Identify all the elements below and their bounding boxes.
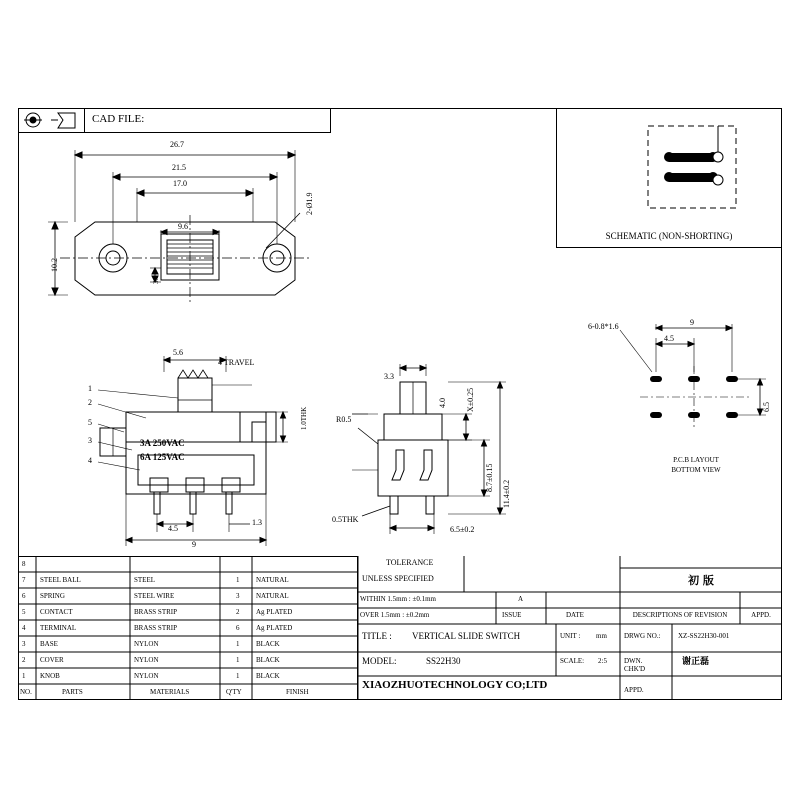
dim-8-7: 8.7±0.15 (485, 463, 494, 492)
parts-row-no: 6 (22, 592, 26, 600)
parts-header-parts: PARTS (62, 688, 83, 696)
dim-11-4: 11.4±0.2 (502, 479, 511, 508)
pcb-dim-6-5: 6.5 (762, 402, 771, 412)
dim-26-7: 26.7 (170, 140, 184, 149)
parts-row-finish: BLACK (256, 672, 280, 680)
dim-10-2: 10.2 (50, 258, 59, 272)
parts-row-finish: Ag PLATED (256, 624, 293, 632)
balloon-3: 3 (88, 436, 92, 445)
balloon-4: 4 (88, 456, 92, 465)
dim-r0-5: R0.5 (336, 415, 352, 424)
parts-row-qty: 6 (236, 624, 240, 632)
parts-header-finish: FINISH (286, 688, 309, 696)
parts-row-no: 4 (22, 624, 26, 632)
scale-value: 2:5 (598, 657, 607, 665)
dim-1-3: 1.3 (252, 518, 262, 527)
tol-line1: WITHIN 1.5mm : ±0.1mm (360, 595, 436, 603)
parts-row-no: 8 (22, 560, 26, 568)
company-name: XIAOZHUOTECHNOLOGY CO;LTD (362, 679, 548, 691)
scale-label: SCALE: (560, 657, 585, 665)
pcb-dim-9: 9 (690, 318, 694, 327)
pcb-caption-line2: BOTTOM VIEW (671, 466, 721, 474)
parts-row-parts: BASE (40, 640, 58, 648)
balloon-2: 2 (88, 398, 92, 407)
parts-row-parts: KNOB (40, 672, 60, 680)
parts-header-materials: MATERIALS (150, 688, 190, 696)
dim-3-3: 3.3 (384, 372, 394, 381)
parts-row-parts: STEEL BALL (40, 576, 81, 584)
dim-x-0-25: X±0.25 (466, 387, 475, 412)
balloon-1: 1 (88, 384, 92, 393)
unit-value: mm (596, 632, 607, 640)
parts-row-qty: 1 (236, 656, 240, 664)
dim-17-0: 17.0 (173, 179, 187, 188)
dim-0-5thk: 0.5THK (332, 515, 359, 524)
title-value: VERTICAL SLIDE SWITCH (412, 631, 521, 641)
dim-1-0thk: 1.0THK (300, 406, 308, 430)
parts-row-parts: TERMINAL (40, 624, 77, 632)
hole-note-top: 2-Ø1.9 (305, 192, 314, 215)
rev-desc-header: DESCRIPTIONS OF REVISION (632, 611, 728, 619)
rating-3a: 3A 250VAC (140, 438, 185, 448)
dim-4-0: 4.0 (438, 398, 447, 408)
tolerance-sub: UNLESS SPECIFIED (362, 574, 434, 583)
dim-3-5: 3.5 (152, 275, 160, 284)
parts-header-qty: Q'TY (226, 688, 242, 696)
parts-row-finish: BLACK (256, 640, 280, 648)
rating-6a: 6A 125VAC (140, 452, 185, 462)
dim-6-5: 6.5±0.2 (450, 525, 475, 534)
rev-letter: A (518, 595, 524, 603)
parts-row-finish: NATURAL (256, 592, 289, 600)
parts-row-materials: STEEL (134, 576, 155, 584)
parts-row-materials: BRASS STRIP (134, 608, 177, 616)
issue-label: ISSUE (502, 611, 522, 619)
balloon-5: 5 (88, 418, 92, 427)
parts-row-finish: BLACK (256, 656, 280, 664)
model-label: MODEL: (362, 656, 397, 666)
parts-row-no: 1 (22, 672, 26, 680)
pcb-dim-4-5: 4.5 (664, 334, 674, 343)
dwng-value: XZ-SS22H30-001 (678, 632, 730, 640)
parts-row-qty: 2 (236, 608, 240, 616)
dim-travel: 4 TRAVEL (218, 358, 255, 367)
appd-header: APPD. (751, 611, 771, 619)
parts-row-materials: NYLON (134, 672, 159, 680)
parts-row-parts: COVER (40, 656, 64, 664)
parts-row-finish: NATURAL (256, 576, 289, 584)
model-value: SS22H30 (426, 656, 461, 666)
cad-file-label: CAD FILE: (92, 113, 145, 125)
parts-row-materials: STEEL WIRE (134, 592, 175, 600)
dwn-label: DWN. (624, 657, 643, 665)
chkd-label: CHK'D (624, 665, 646, 673)
dim-4-5: 4.5 (168, 524, 178, 533)
dim-21-5: 21.5 (172, 163, 186, 172)
pcb-caption-line1: P.C.B LAYOUT (673, 456, 719, 464)
parts-row-no: 3 (22, 640, 26, 648)
parts-row-qty: 3 (236, 592, 240, 600)
parts-row-finish: Ag PLATED (256, 608, 293, 616)
parts-row-materials: NYLON (134, 656, 159, 664)
dim-9-6: 9.6 (178, 222, 188, 231)
schematic-caption: SCHEMATIC (NON-SHORTING) (605, 231, 733, 241)
tol-line2: OVER 1.5mm : ±0.2mm (360, 611, 430, 619)
dim-9-front: 9 (192, 540, 196, 549)
title-label: TITLE : (362, 631, 392, 641)
pcb-hole-note: 6-0.8*1.6 (588, 322, 619, 331)
appd-label: APPD. (624, 686, 644, 694)
parts-row-no: 7 (22, 576, 26, 584)
parts-row-qty: 1 (236, 672, 240, 680)
parts-row-no: 5 (22, 608, 26, 616)
unit-label: UNIT : (560, 632, 581, 640)
date-label: DATE (566, 611, 584, 619)
rev-note: 初 版 (688, 574, 714, 587)
parts-row-materials: NYLON (134, 640, 159, 648)
parts-row-parts: SPRING (40, 592, 65, 600)
dim-5-6: 5.6 (173, 348, 183, 357)
parts-row-qty: 1 (236, 576, 240, 584)
dwng-label: DRWG NO.: (624, 632, 661, 640)
parts-row-qty: 1 (236, 640, 240, 648)
parts-header-no: NO. (20, 688, 32, 696)
parts-row-materials: BRASS STRIP (134, 624, 177, 632)
parts-row-no: 2 (22, 656, 26, 664)
tolerance-title: TOLERANCE (386, 558, 434, 567)
parts-row-parts: CONTACT (40, 608, 73, 616)
approval-stamp: 谢正磊 (682, 657, 710, 667)
